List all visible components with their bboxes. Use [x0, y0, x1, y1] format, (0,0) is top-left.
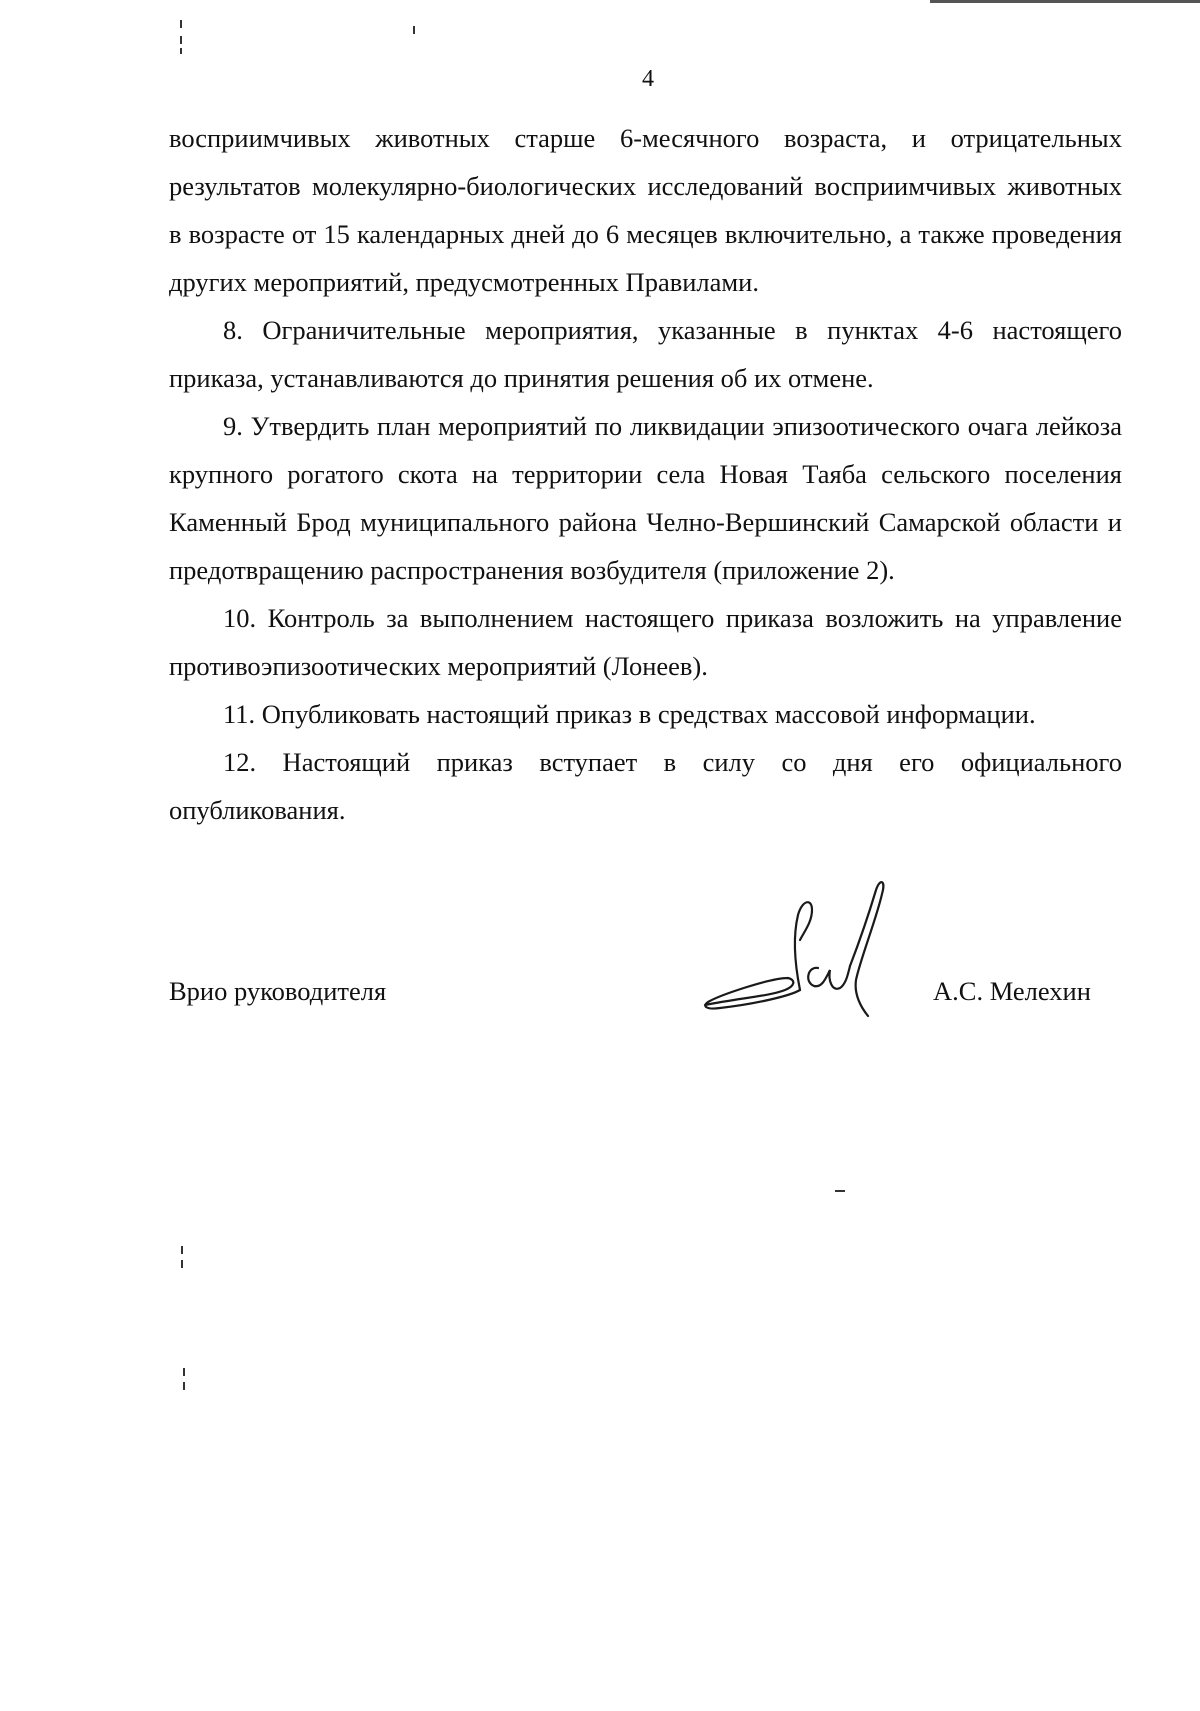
- scan-artifact: [835, 1190, 845, 1192]
- scan-artifact: [180, 20, 182, 28]
- scan-artifact: [183, 1368, 185, 1376]
- paragraph-continuation: восприимчивых животных старше 6-месячного возраста, и отрицательных результатов молекулярно-биологических исследований восприимчивых животных в возрасте от 15 календарных дней до 6 месяцев включительно, а также проведения других мероприятий, предусмотренных Правилами.: [169, 123, 1122, 297]
- scan-artifact: [181, 1246, 183, 1254]
- scan-artifact: [180, 36, 182, 44]
- paragraph-item-11: 11. Опубликовать настоящий приказ в средствах массовой информации.: [223, 699, 1036, 729]
- document-body: [169, 114, 1122, 834]
- scan-artifact: [181, 1260, 183, 1268]
- scan-artifact: [183, 1382, 185, 1390]
- signer-name: А.С. Мелехин: [933, 976, 1091, 1006]
- page-number: 4: [642, 66, 654, 92]
- paragraph-item-9: 9. Утвердить план мероприятий по ликвидации эпизоотического очага лейкоза крупного рогатого скота на территории села Новая Таяба сельского поселения Каменный Брод муниципального района Челно-Вершинский Самарской области и предотвращению распространения возбудителя (приложение 2).: [169, 411, 1122, 585]
- top-rule: [930, 0, 1200, 3]
- signer-title: Врио руководителя: [169, 976, 387, 1006]
- paragraph-item-8: 8. Ограничительные мероприятия, указанные в пунктах 4-6 настоящего приказа, устанавливаются до принятия решения об их отмене.: [169, 315, 1122, 393]
- paragraph-item-12: 12. Настоящий приказ вступает в силу со дня его официального опубликования.: [169, 747, 1122, 825]
- scan-artifact: [413, 26, 415, 34]
- paragraph-item-10: 10. Контроль за выполнением настоящего приказа возложить на управление противоэпизоотических мероприятий (Лонеев).: [169, 603, 1122, 681]
- scan-artifact: [180, 48, 182, 54]
- signature-block: [169, 976, 1122, 1016]
